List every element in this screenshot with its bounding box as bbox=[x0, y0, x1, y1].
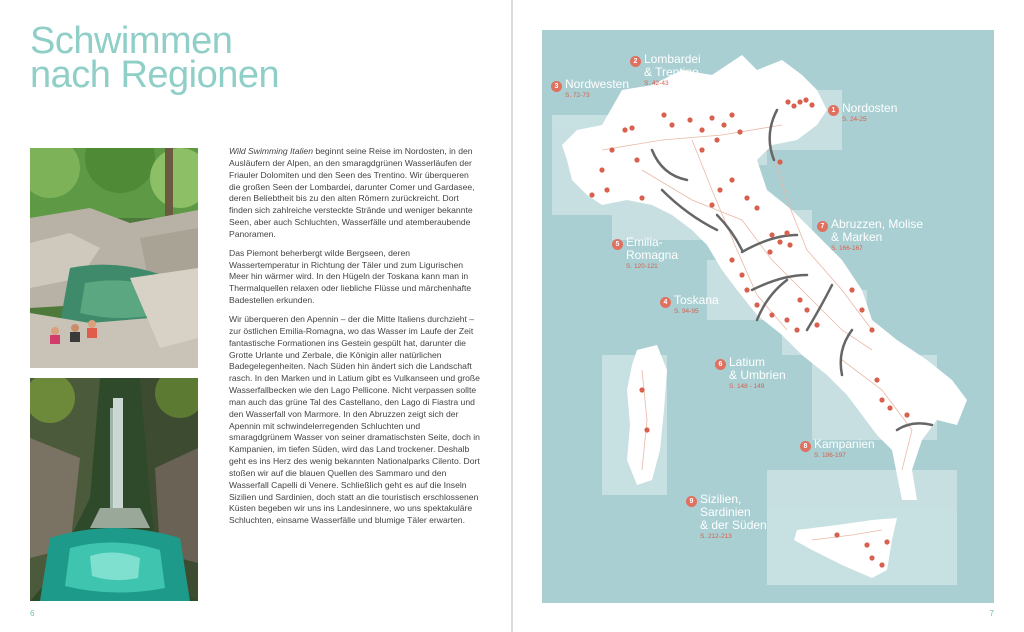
region-label-4 bbox=[660, 294, 719, 316]
region-label-3 bbox=[551, 78, 629, 100]
region-name-3: Nordwesten bbox=[565, 77, 630, 91]
italy-region-map bbox=[542, 30, 994, 603]
book-title: Wild Swimming Italien bbox=[229, 146, 313, 156]
region-label-8 bbox=[800, 438, 875, 460]
region-name-9: Sizilien, Sardinien & der Süden bbox=[700, 492, 767, 532]
region-pages-6: S. 148 - 149 bbox=[729, 383, 765, 390]
region-number-2: 2 bbox=[630, 56, 641, 67]
paragraph-3: Wir überqueren den Apennin – der die Mitte Italiens durchzieht – zur östlichen Emilia-Romagna, wo das Wasser im Laufe der Zeit fantastische Formationen ins Gestein gespült hat, darunter die Grotte Urlante und Zerbale, die Königin aller natürlichen Badegelegenheiten. Nach Süden hin ändert sich die Landschaft rasch. In den Marken und in Latium gibt es Vulkanseen und große Wasserfallbecken wie den Lago Pellicone. Nicht verpassen sollte man auch das grüne Tal des Castellano, den Lago di Fiastra und den Wasserfall von Marmore. In den Abruzzen zeigt sich der Apennin mit schwindelerregenden Schluchten und smaragdgrünem Wasser von seiner dramatischsten Seite, doch in Kampanien, im tiefen Süden, wird das Land trockener. Deshalb geht es ins Herz des wenig bekannten Nationalparks Cilento. Dort stoßen wir auf die blauen Quellen des Sammaro und den Wasserfall Capelli di Venere. Schließlich geht es auf die Inseln Sizilien und Sardinien, doch statt an die touristisch erschlossenen Küsten begeben wir uns ins Landesinnere, wo uns spektakuläre Schluchten, einsame Wasserfälle und blumige Täler erwarten. bbox=[229, 313, 480, 526]
region-pages-7: S. 166-167 bbox=[831, 245, 863, 252]
region-label-1 bbox=[828, 102, 897, 124]
region-name-1: Nordosten bbox=[842, 101, 898, 115]
region-number-8: 8 bbox=[800, 441, 811, 452]
left-page bbox=[0, 0, 511, 632]
region-pages-9: S. 212-213 bbox=[700, 533, 732, 540]
region-name-7: Abruzzen, Molise & Marken bbox=[831, 217, 924, 244]
region-number-5: 5 bbox=[612, 239, 623, 250]
region-label-6 bbox=[715, 356, 786, 391]
region-pages-4: S. 94-95 bbox=[674, 308, 699, 315]
page-title bbox=[30, 20, 280, 96]
region-pages-8: S. 196-197 bbox=[814, 452, 846, 459]
region-label-5 bbox=[612, 236, 678, 271]
paragraph-1 bbox=[229, 146, 481, 241]
paragraph-1-text: beginnt seine Reise im Nordosten, in den Ausläufern der Alpen, an den smaragdgrünen Wasserläufen der Friauler Dolomiten und den Seen des Trentino. Wir überqueren die großen Seen der Lombardei, darunter Comer und Gardasee, deren Beliebtheit bis zu den alten Römern zurückreicht. Dort finden sich zahlreiche versteckte Strände und weniger bekannte Seen, aber auch Schluchten, Wasserfälle und atemberaubende Panoramen. bbox=[229, 146, 475, 239]
river-gorge-photo bbox=[30, 148, 198, 368]
region-number-6: 6 bbox=[715, 359, 726, 370]
region-name-5: Emilia- Romagna bbox=[626, 235, 679, 262]
region-label-7 bbox=[817, 218, 923, 253]
region-pages-1: S. 24-25 bbox=[842, 116, 867, 123]
title-line-1: Schwimmen bbox=[30, 20, 233, 62]
intro-text bbox=[229, 146, 481, 534]
right-page bbox=[513, 0, 1024, 632]
title-line-2: nach Regionen bbox=[30, 54, 280, 96]
region-name-6: Latium & Umbrien bbox=[729, 355, 786, 382]
region-name-2: Lombardei & Trentino bbox=[644, 52, 701, 79]
region-name-4: Toskana bbox=[674, 293, 719, 307]
region-number-7: 7 bbox=[817, 221, 828, 232]
region-pages-3: S. 72-73 bbox=[565, 92, 590, 99]
region-number-4: 4 bbox=[660, 297, 671, 308]
region-name-8: Kampanien bbox=[814, 437, 875, 451]
region-number-1: 1 bbox=[828, 105, 839, 116]
paragraph-2: Das Piemont beherbergt wilde Bergseen, deren Wassertemperatur in Richtung der Täler und zum Ligurischen Meer hin wärmer wird. In den Hügeln der Toskana kann man in Thermalquellen relaxen oder liebliche Flüsse und märchenhafte Badestellen erkunden. bbox=[229, 247, 472, 306]
region-pages-5: S. 120-121 bbox=[626, 263, 658, 270]
map-graphic bbox=[542, 30, 994, 603]
region-pages-2: S. 42-43 bbox=[644, 80, 669, 87]
region-number-3: 3 bbox=[551, 81, 562, 92]
page-number-right: 7 bbox=[989, 609, 994, 618]
region-label-9 bbox=[686, 493, 767, 541]
waterfall-pool-photo bbox=[30, 378, 198, 601]
region-label-2 bbox=[630, 53, 701, 88]
page-number-left: 6 bbox=[30, 609, 35, 618]
region-number-9: 9 bbox=[686, 496, 697, 507]
